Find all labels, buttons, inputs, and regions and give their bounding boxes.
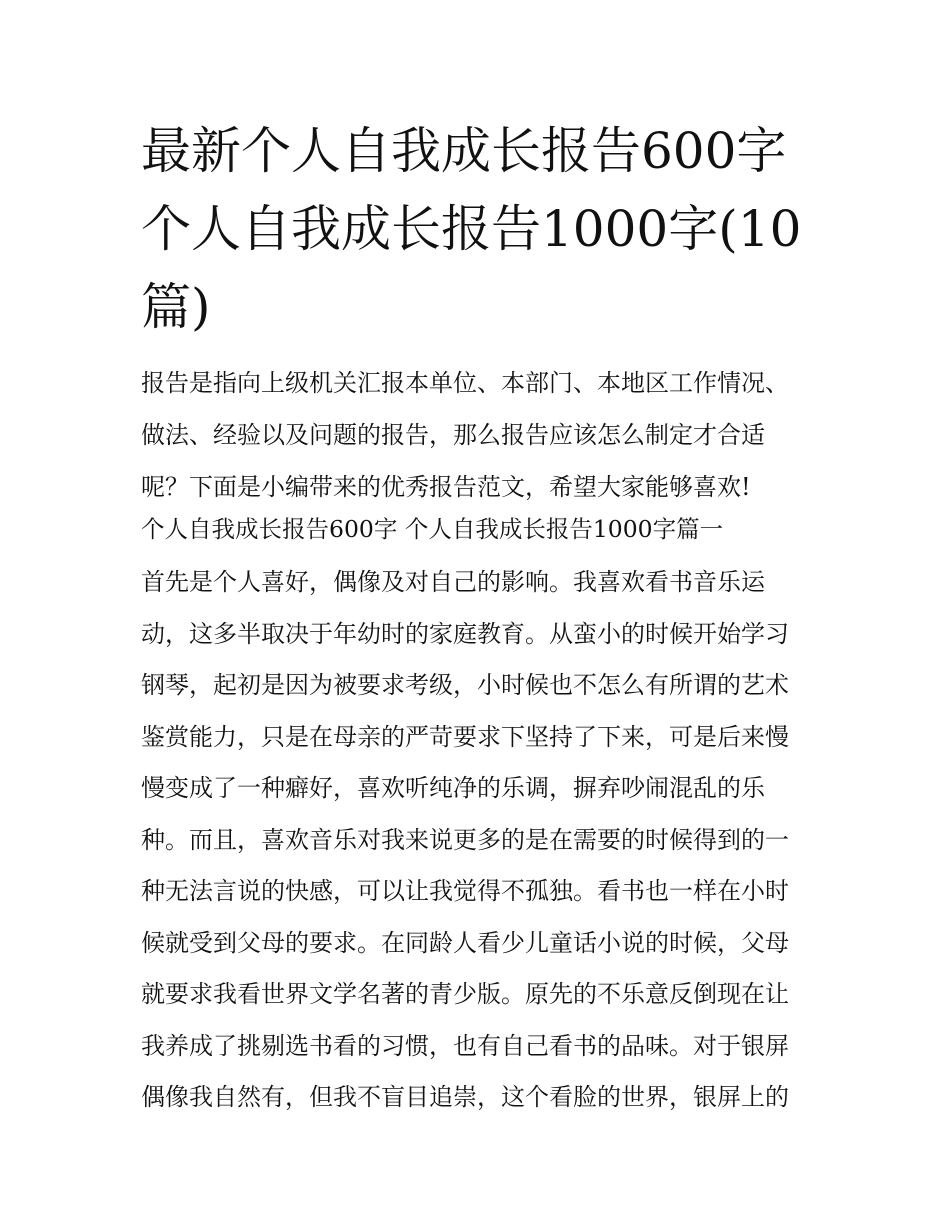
body-line: 首先是个人喜好，偶像及对自己的影响。我喜欢看书音乐运 [141, 568, 765, 596]
document-title [141, 112, 821, 346]
body-line: 慢变成了一种癖好，喜欢听纯净的乐调，摒弃吵闹混乱的乐 [141, 774, 765, 802]
body-line: 动，这多半取决于年幼时的家庭教育。从蛮小的时候开始学习 [141, 619, 789, 648]
section-heading [141, 509, 821, 549]
body-line: 种。而且，喜欢音乐对我来说更多的是在需要的时候得到的一 [141, 825, 789, 854]
title-line: 个人自我成长报告1000字(10 [141, 200, 802, 258]
body-line: 鉴赏能力，只是在母亲的严苛要求下坚持了下来，可是后来慢 [141, 722, 789, 751]
body-line: 种无法言说的快感，可以让我觉得不孤独。看书也一样在小时 [141, 877, 789, 905]
intro-line: 报告是指向上级机关汇报本单位、本部门、本地区工作情况、 [141, 369, 789, 397]
intro-line: 呢？下面是小编带来的优秀报告范文，希望大家能够喜欢! [141, 473, 751, 501]
section-heading-text: 个人自我成长报告600字 个人自我成长报告1000字篇一 [141, 515, 724, 543]
body-line: 我养成了挑剔选书看的习惯，也有自己看书的品味。对于银屏 [141, 1031, 789, 1060]
intro-paragraph [141, 357, 821, 513]
intro-line: 做法、经验以及问题的报告，那么报告应该怎么制定才合适 [141, 421, 765, 449]
title-line: 最新个人自我成长报告600字 [141, 122, 787, 180]
body-line: 候就受到父母的要求。在同龄人看少儿童话小说的时候，父母 [141, 928, 789, 957]
body-line: 偶像我自然有，但我不盲目追崇，这个看脸的世界，银屏上的 [141, 1083, 789, 1111]
body-line: 钢琴，起初是因为被要求考级，小时候也不怎么有所谓的艺术 [141, 671, 789, 699]
body-line: 就要求我看世界文学名著的青少版。原先的不乐意反倒现在让 [141, 980, 789, 1008]
title-line: 篇) [141, 278, 211, 336]
body-paragraph [141, 557, 821, 1124]
